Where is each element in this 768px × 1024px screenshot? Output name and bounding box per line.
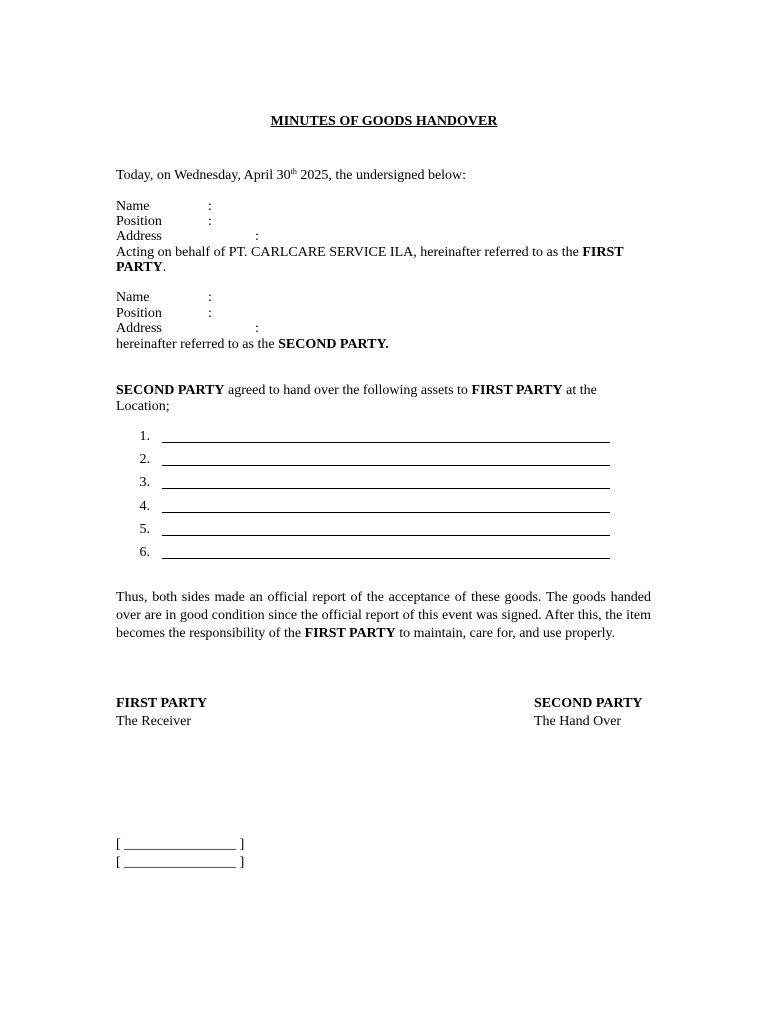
- agreement-line-1: [116, 383, 597, 399]
- signature-right-role: The Hand Over: [534, 714, 622, 729]
- item-blank-line[interactable]: [162, 452, 610, 466]
- party2-address-colon: :: [255, 321, 259, 336]
- party1-acting-text: Acting on behalf of PT. CARLCARE SERVICE ILA, hereinafter referred to as the: [116, 245, 583, 260]
- party1-position-colon: :: [208, 214, 212, 229]
- party1-acting-line: [116, 245, 624, 261]
- item-blank-line[interactable]: [162, 545, 610, 559]
- agreement-text-2: at the: [562, 383, 597, 398]
- party1-name-colon: :: [208, 199, 212, 214]
- agreement-text-1: agreed to hand over the following assets to: [224, 383, 472, 398]
- item-number: 2.: [139, 452, 150, 467]
- party2-referred-line: [116, 337, 389, 353]
- signature-blank-2[interactable]: [ ________________ ]: [116, 855, 245, 870]
- item-blank-line[interactable]: [162, 429, 610, 443]
- item-number: 1.: [139, 429, 150, 444]
- signature-left-title: FIRST PARTY: [116, 696, 208, 711]
- signature-right-title: SECOND PARTY: [534, 696, 643, 711]
- item-number: 6.: [139, 545, 150, 560]
- closing-paragraph: [116, 589, 651, 643]
- party1-acting-end: .: [162, 260, 167, 275]
- signature-blank-1[interactable]: [ ________________ ]: [116, 837, 245, 852]
- item-number: 4.: [139, 499, 150, 514]
- closing-first-party: FIRST PARTY: [304, 626, 396, 641]
- intro-ordinal: th: [290, 167, 297, 176]
- party1-position-label: Position: [116, 214, 162, 229]
- party2-name-label: Name: [116, 290, 150, 305]
- party2-position-label: Position: [116, 306, 162, 321]
- party2-position-colon: :: [208, 306, 212, 321]
- party2-referred-bold: SECOND PARTY.: [278, 337, 389, 352]
- closing-text-2: to maintain, care for, and use properly.: [395, 626, 616, 641]
- party2-referred-text: hereinafter referred to as the: [116, 337, 279, 352]
- party1-address-colon: :: [255, 229, 259, 244]
- item-blank-line[interactable]: [162, 475, 610, 489]
- item-number: 5.: [139, 522, 150, 537]
- party1-acting-bold-first: FIRST: [582, 245, 624, 260]
- agreement-line-2: Location;: [116, 399, 170, 414]
- party1-acting-bold-party: PARTY: [116, 260, 163, 275]
- signature-left-role: The Receiver: [116, 714, 192, 729]
- intro-line: [116, 168, 466, 184]
- item-blank-line[interactable]: [162, 522, 610, 536]
- party1-address-label: Address: [116, 229, 162, 244]
- agreement-second-party: SECOND PARTY: [116, 383, 225, 398]
- item-blank-line[interactable]: [162, 499, 610, 513]
- item-number: 3.: [139, 475, 150, 490]
- intro-prefix: Today, on Wednesday, April 30: [116, 168, 291, 183]
- party2-address-label: Address: [116, 321, 162, 336]
- party1-name-label: Name: [116, 199, 150, 214]
- intro-suffix: 2025, the undersigned below:: [296, 168, 467, 183]
- agreement-first-party: FIRST PARTY: [471, 383, 563, 398]
- document-title: MINUTES OF GOODS HANDOVER: [270, 114, 498, 129]
- party2-name-colon: :: [208, 290, 212, 305]
- party1-acting-line-2: [116, 260, 166, 276]
- closing-text-1: Thus, both sides made an official report of the acceptance of these goods. The goods handed over are in good condition since the official report of this event was signed. After this, the item becomes the responsibility of the: [116, 590, 651, 641]
